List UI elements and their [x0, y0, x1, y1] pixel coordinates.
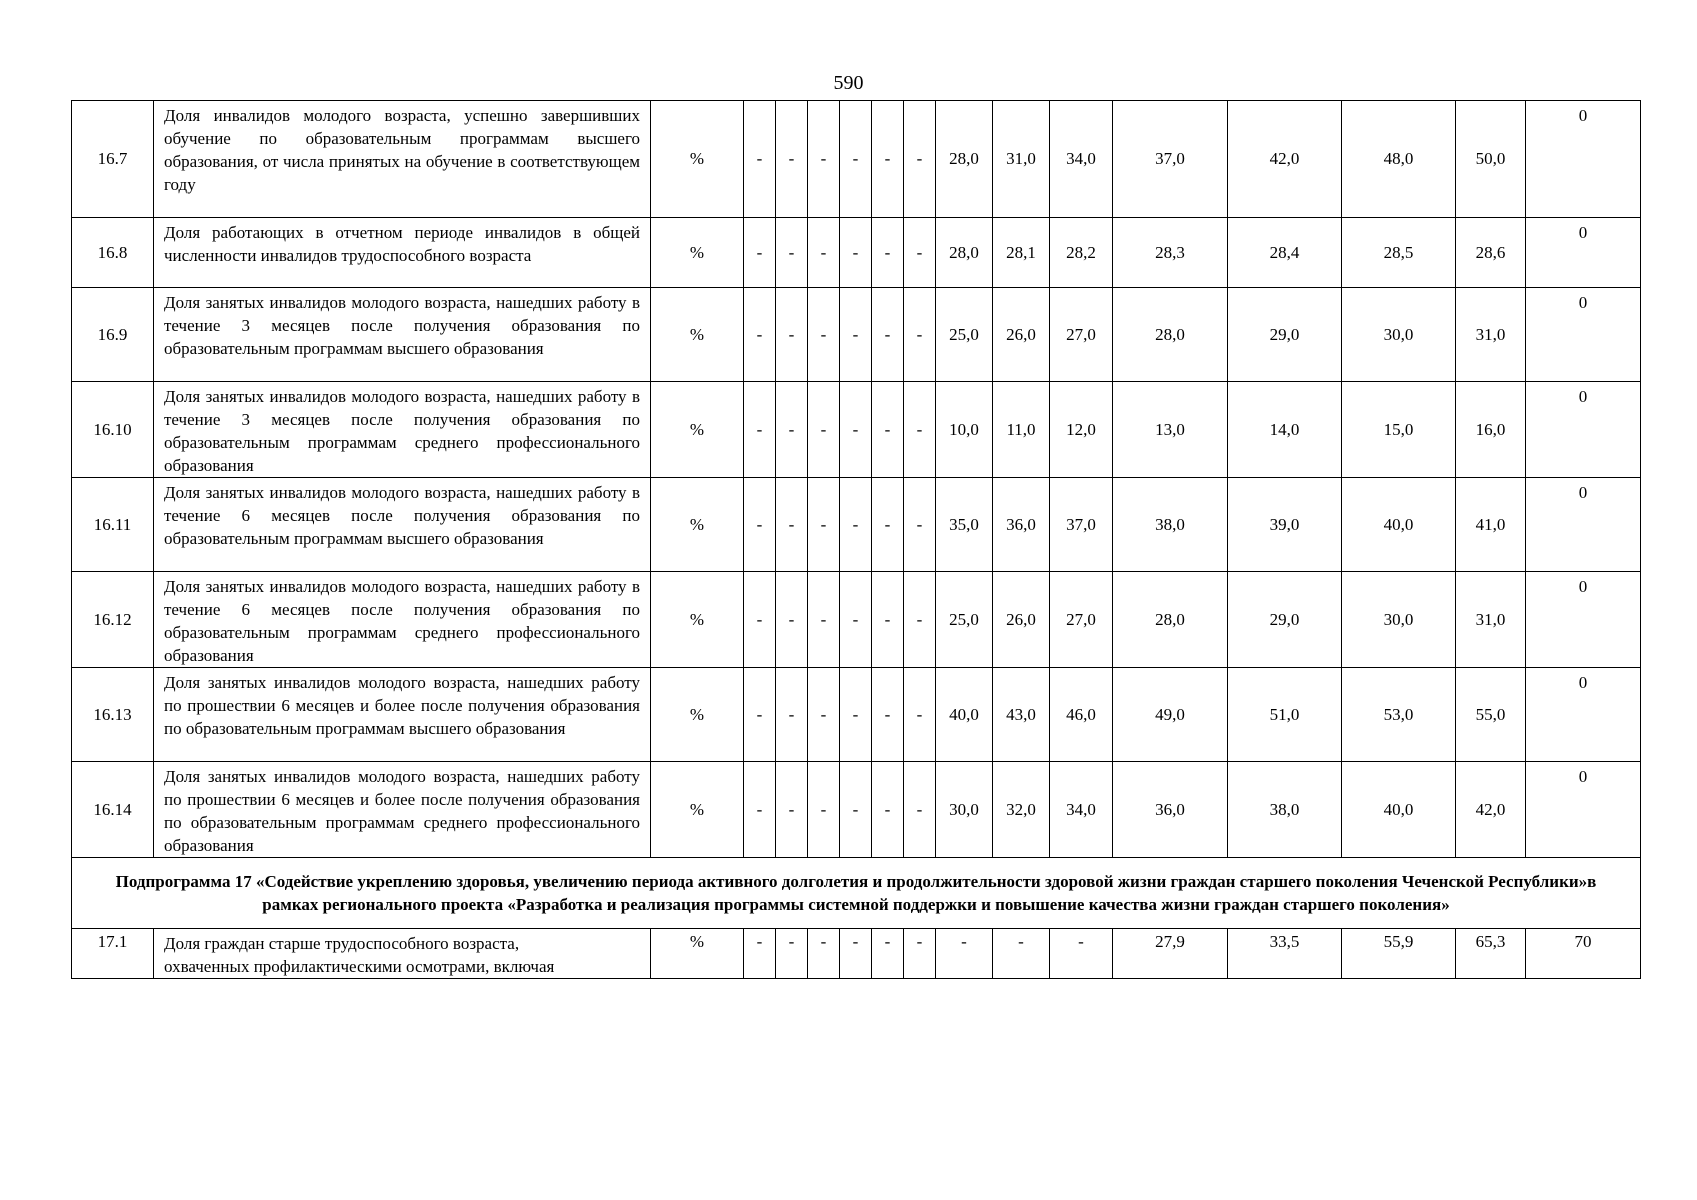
value-cell: 50,0 — [1456, 101, 1526, 218]
dash-cell: - — [904, 478, 936, 572]
value-cell: 37,0 — [1050, 478, 1113, 572]
unit-cell: % — [651, 929, 744, 979]
value-cell: 49,0 — [1113, 668, 1228, 762]
value-cell: 34,0 — [1050, 101, 1113, 218]
dash-cell: - — [872, 101, 904, 218]
unit-cell: % — [651, 382, 744, 478]
value-cell: 29,0 — [1228, 288, 1342, 382]
dash-cell: - — [744, 382, 776, 478]
value-cell: 35,0 — [936, 478, 993, 572]
description-line: охваченных профилактическими осмотрами, включая — [164, 957, 555, 976]
dash-cell: - — [840, 218, 872, 288]
dash-cell: - — [840, 572, 872, 668]
value-cell: 25,0 — [936, 288, 993, 382]
dash-cell: - — [840, 382, 872, 478]
indicator-description: Доля занятых инвалидов молодого возраста, нашедших работу в течение 3 месяцев после получения образования по образовательным программам высшего образования — [154, 288, 651, 382]
row-number: 16.7 — [72, 101, 154, 218]
dash-cell: - — [993, 929, 1050, 979]
dash-cell: - — [936, 929, 993, 979]
dash-cell: - — [744, 218, 776, 288]
last-value-cell: 0 — [1526, 668, 1641, 762]
value-cell: 12,0 — [1050, 382, 1113, 478]
value-cell: 55,0 — [1456, 668, 1526, 762]
indicator-description: Доля инвалидов молодого возраста, успешно завершивших обучение по образовательным программам высшего образования, от числа принятых на обучение в соответствующем году — [154, 101, 651, 218]
value-cell: 37,0 — [1113, 101, 1228, 218]
dash-cell: - — [904, 762, 936, 858]
value-cell: 28,5 — [1342, 218, 1456, 288]
value-cell: 40,0 — [936, 668, 993, 762]
row-number: 16.11 — [72, 478, 154, 572]
unit-cell: % — [651, 572, 744, 668]
dash-cell: - — [744, 478, 776, 572]
value-cell: 26,0 — [993, 572, 1050, 668]
row-number: 16.10 — [72, 382, 154, 478]
value-cell: 28,0 — [936, 218, 993, 288]
dash-cell: - — [872, 668, 904, 762]
table-row — [72, 101, 1641, 218]
last-value-cell: 0 — [1526, 572, 1641, 668]
table-row — [72, 762, 1641, 858]
last-value-cell: 0 — [1526, 478, 1641, 572]
indicator-description: Доля занятых инвалидов молодого возраста, нашедших работу по прошествии 6 месяцев и более после получения образования по образовательным программам среднего профессионального образования — [154, 762, 651, 858]
dash-cell: - — [808, 478, 840, 572]
dash-cell: - — [808, 762, 840, 858]
value-cell: 28,1 — [993, 218, 1050, 288]
dash-cell: - — [904, 101, 936, 218]
value-cell: 32,0 — [993, 762, 1050, 858]
dash-cell: - — [776, 288, 808, 382]
value-cell: 30,0 — [936, 762, 993, 858]
dash-cell: - — [840, 668, 872, 762]
value-cell: 34,0 — [1050, 762, 1113, 858]
value-cell: 38,0 — [1113, 478, 1228, 572]
dash-cell: - — [872, 478, 904, 572]
row-number: 17.1 — [72, 929, 154, 979]
value-cell: 46,0 — [1050, 668, 1113, 762]
dash-cell: - — [872, 572, 904, 668]
subprogram-heading: Подпрограмма 17 «Содействие укреплению здоровья, увеличению периода активного долголетия и продолжительности здоровой жизни граждан старшего поколения Чеченской Республики»в рамках регионального проекта «Разработка и реализация программы системной поддержки и повышение качества жизни граждан старшего поколения» — [72, 858, 1641, 929]
value-cell: 27,0 — [1050, 288, 1113, 382]
table-row — [72, 668, 1641, 762]
value-cell: 43,0 — [993, 668, 1050, 762]
dash-cell: - — [1050, 929, 1113, 979]
value-cell: 16,0 — [1456, 382, 1526, 478]
dash-cell: - — [776, 382, 808, 478]
value-cell: 40,0 — [1342, 478, 1456, 572]
unit-cell: % — [651, 218, 744, 288]
value-cell: 28,2 — [1050, 218, 1113, 288]
dash-cell: - — [776, 478, 808, 572]
dash-cell: - — [808, 218, 840, 288]
dash-cell: - — [808, 288, 840, 382]
dash-cell: - — [872, 288, 904, 382]
indicator-description: Доля работающих в отчетном периоде инвалидов в общей численности инвалидов трудоспособного возраста — [154, 218, 651, 288]
last-value-cell: 0 — [1526, 762, 1641, 858]
value-cell: 27,0 — [1050, 572, 1113, 668]
dash-cell: - — [808, 572, 840, 668]
value-cell: 28,0 — [1113, 288, 1228, 382]
indicator-description: Доля занятых инвалидов молодого возраста, нашедших работу в течение 6 месяцев после получения образования по образовательным программам высшего образования — [154, 478, 651, 572]
value-cell: 36,0 — [1113, 762, 1228, 858]
value-cell: 30,0 — [1342, 288, 1456, 382]
table-row — [72, 382, 1641, 478]
value-cell: 31,0 — [1456, 288, 1526, 382]
indicator-description: Доля занятых инвалидов молодого возраста, нашедших работу по прошествии 6 месяцев и более после получения образования по образовательным программам высшего образования — [154, 668, 651, 762]
last-value-cell: 0 — [1526, 382, 1641, 478]
value-cell: 33,5 — [1228, 929, 1342, 979]
dash-cell: - — [872, 929, 904, 979]
dash-cell: - — [904, 218, 936, 288]
unit-cell: % — [651, 478, 744, 572]
dash-cell: - — [776, 572, 808, 668]
table-row — [72, 572, 1641, 668]
indicator-description — [154, 929, 651, 979]
indicator-description: Доля занятых инвалидов молодого возраста, нашедших работу в течение 3 месяцев после получения образования по образовательным программам среднего профессионального образования — [154, 382, 651, 478]
value-cell: 38,0 — [1228, 762, 1342, 858]
value-cell: 29,0 — [1228, 572, 1342, 668]
dash-cell: - — [904, 382, 936, 478]
dash-cell: - — [904, 668, 936, 762]
table-row — [72, 478, 1641, 572]
last-value-cell: 0 — [1526, 101, 1641, 218]
dash-cell: - — [776, 929, 808, 979]
dash-cell: - — [808, 101, 840, 218]
value-cell: 28,4 — [1228, 218, 1342, 288]
indicator-description: Доля занятых инвалидов молодого возраста, нашедших работу в течение 6 месяцев после получения образования по образовательным программам среднего профессионального образования — [154, 572, 651, 668]
value-cell: 48,0 — [1342, 101, 1456, 218]
value-cell: 65,3 — [1456, 929, 1526, 979]
dash-cell: - — [776, 218, 808, 288]
table-row — [72, 218, 1641, 288]
value-cell: 28,3 — [1113, 218, 1228, 288]
dash-cell: - — [904, 572, 936, 668]
last-value-cell: 0 — [1526, 218, 1641, 288]
value-cell: 30,0 — [1342, 572, 1456, 668]
value-cell: 70 — [1526, 929, 1641, 979]
description-line: Доля граждан старше трудоспособного возраста, — [164, 934, 520, 953]
value-cell: 13,0 — [1113, 382, 1228, 478]
dash-cell: - — [744, 288, 776, 382]
dash-cell: - — [808, 382, 840, 478]
unit-cell: % — [651, 288, 744, 382]
last-value-cell: 0 — [1526, 288, 1641, 382]
dash-cell: - — [808, 929, 840, 979]
dash-cell: - — [872, 762, 904, 858]
row-number: 16.8 — [72, 218, 154, 288]
value-cell: 42,0 — [1228, 101, 1342, 218]
unit-cell: % — [651, 668, 744, 762]
dash-cell: - — [840, 288, 872, 382]
value-cell: 39,0 — [1228, 478, 1342, 572]
value-cell: 14,0 — [1228, 382, 1342, 478]
dash-cell: - — [744, 762, 776, 858]
unit-cell: % — [651, 762, 744, 858]
dash-cell: - — [904, 288, 936, 382]
unit-cell: % — [651, 101, 744, 218]
value-cell: 41,0 — [1456, 478, 1526, 572]
row-number: 16.13 — [72, 668, 154, 762]
value-cell: 40,0 — [1342, 762, 1456, 858]
row-number: 16.12 — [72, 572, 154, 668]
dash-cell: - — [840, 101, 872, 218]
table-body — [72, 101, 1641, 979]
value-cell: 42,0 — [1456, 762, 1526, 858]
value-cell: 28,0 — [1113, 572, 1228, 668]
value-cell: 31,0 — [1456, 572, 1526, 668]
dash-cell: - — [776, 668, 808, 762]
value-cell: 55,9 — [1342, 929, 1456, 979]
row-number: 16.14 — [72, 762, 154, 858]
value-cell: 25,0 — [936, 572, 993, 668]
page-number: 590 — [833, 72, 864, 94]
value-cell: 51,0 — [1228, 668, 1342, 762]
value-cell: 28,0 — [936, 101, 993, 218]
value-cell: 26,0 — [993, 288, 1050, 382]
dash-cell: - — [744, 929, 776, 979]
dash-cell: - — [872, 218, 904, 288]
value-cell: 27,9 — [1113, 929, 1228, 979]
value-cell: 11,0 — [993, 382, 1050, 478]
subprogram-row — [72, 858, 1641, 929]
table-row — [72, 929, 1641, 979]
dash-cell: - — [840, 929, 872, 979]
row-number: 16.9 — [72, 288, 154, 382]
value-cell: 10,0 — [936, 382, 993, 478]
dash-cell: - — [904, 929, 936, 979]
table-row — [72, 288, 1641, 382]
dash-cell: - — [744, 668, 776, 762]
dash-cell: - — [872, 382, 904, 478]
dash-cell: - — [744, 101, 776, 218]
value-cell: 36,0 — [993, 478, 1050, 572]
value-cell: 15,0 — [1342, 382, 1456, 478]
dash-cell: - — [776, 762, 808, 858]
value-cell: 53,0 — [1342, 668, 1456, 762]
dash-cell: - — [840, 762, 872, 858]
dash-cell: - — [808, 668, 840, 762]
value-cell: 31,0 — [993, 101, 1050, 218]
indicator-table — [71, 100, 1641, 979]
value-cell: 28,6 — [1456, 218, 1526, 288]
dash-cell: - — [744, 572, 776, 668]
dash-cell: - — [776, 101, 808, 218]
dash-cell: - — [840, 478, 872, 572]
